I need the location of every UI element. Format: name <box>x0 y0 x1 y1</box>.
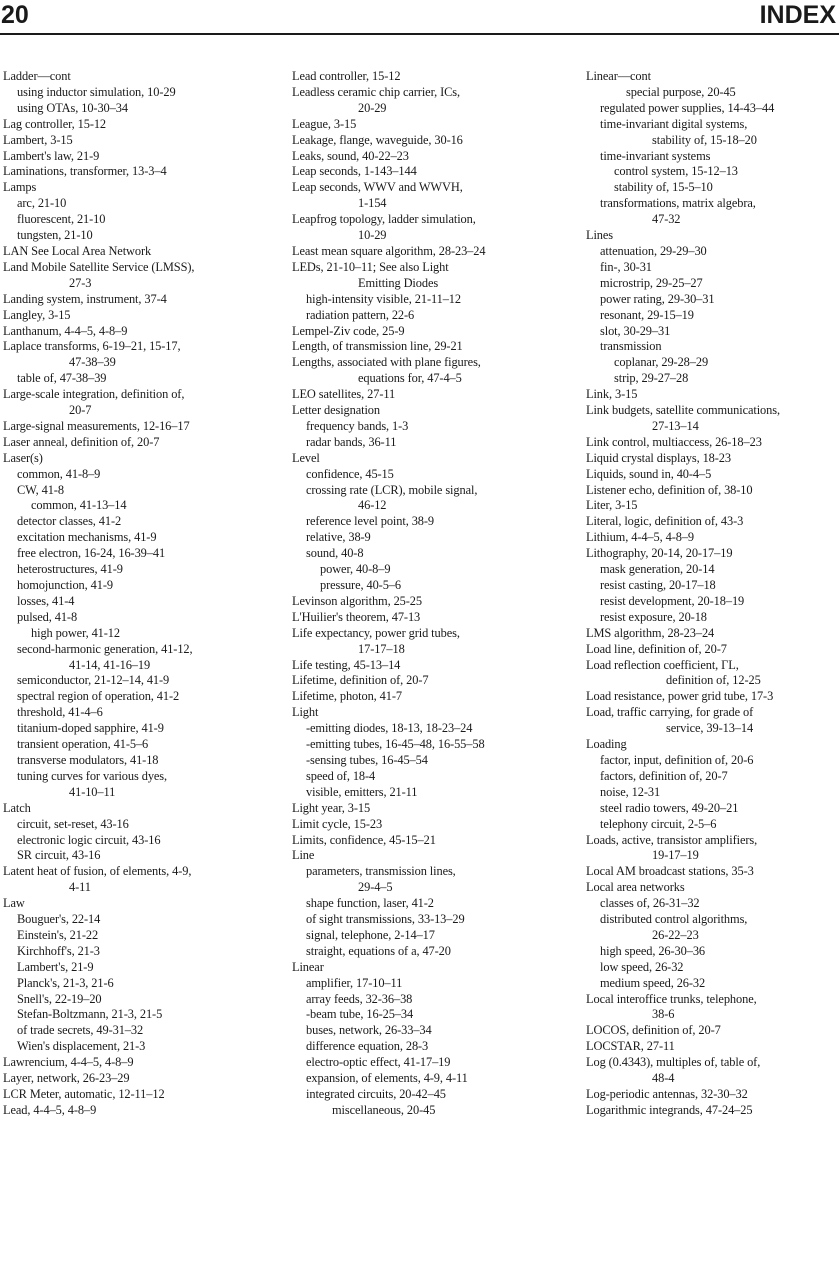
index-entry: Load resistance, power grid tube, 17-3 <box>586 689 774 704</box>
index-entry: Lambert, 3-15 <box>3 132 73 147</box>
index-entry: Large-scale integration, definition of, <box>3 387 185 402</box>
index-entry: arc, 21-10 <box>17 196 67 211</box>
index-entry: telephony circuit, 2-5–6 <box>600 816 717 831</box>
index-entry: resist casting, 20-17–18 <box>600 578 716 592</box>
index-entry: Lanthanum, 4-4–5, 4-8–9 <box>3 323 128 338</box>
index-entry: difference equation, 28-3 <box>306 1039 429 1054</box>
index-column-2 <box>292 69 557 1119</box>
index-entry: distributed control algorithms, <box>600 912 748 927</box>
index-entry: transient operation, 41-5–6 <box>17 737 149 752</box>
index-entry: Emitting Diodes <box>358 275 439 290</box>
index-entry: Logarithmic integrands, 47-24–25 <box>586 1102 753 1117</box>
index-entry: Levinson algorithm, 25-25 <box>292 593 422 608</box>
page-number: 20 <box>1 1 29 29</box>
index-entry: regulated power supplies, 14-43–44 <box>600 100 775 115</box>
index-entry: transmission <box>600 339 662 354</box>
index-entry: Life testing, 45-13–14 <box>292 657 401 672</box>
index-entry: Laminations, transformer, 13-3–4 <box>3 164 167 179</box>
index-entry: straight, equations of a, 47-20 <box>306 943 451 958</box>
index-entry: 19-17–19 <box>652 848 699 863</box>
index-entry: 1-154 <box>358 196 387 211</box>
index-entry: Loads, active, transistor amplifiers, <box>586 832 758 847</box>
index-entry: Local area networks <box>586 880 685 895</box>
index-entry: 41-14, 41-16–19 <box>69 657 151 672</box>
index-entry: Load, traffic carrying, for grade of <box>586 705 754 720</box>
index-entry: Lag controller, 15-12 <box>3 116 107 131</box>
index-entry: crossing rate (LCR), mobile signal, <box>306 482 478 497</box>
index-entry: fluorescent, 21-10 <box>17 212 106 227</box>
index-entry: 27-3 <box>69 275 92 290</box>
index-entry: table of, 47-38–39 <box>17 371 107 386</box>
index-entry: Lines <box>586 228 614 243</box>
index-column-3 <box>586 69 838 1119</box>
index-entry: Lengths, associated with plane figures, <box>292 355 481 370</box>
index-entry: time-invariant digital systems, <box>600 116 748 131</box>
index-entry: Lithography, 20-14, 20-17–19 <box>586 546 733 561</box>
index-entry: LEO satellites, 27-11 <box>292 387 396 402</box>
index-entry: -emitting tubes, 16-45–48, 16-55–58 <box>306 737 485 752</box>
index-entry: Einstein's, 21-22 <box>17 927 99 942</box>
index-entry: Leapfrog topology, ladder simulation, <box>292 212 476 227</box>
index-entry: CW, 41-8 <box>17 482 64 497</box>
index-entry: Loading <box>586 737 627 752</box>
index-entry: 47-32 <box>652 212 681 227</box>
index-entry: Leap seconds, WWV and WWVH, <box>292 180 463 195</box>
index-entry: Large-signal measurements, 12-16–17 <box>3 418 190 433</box>
index-entry: stability of, 15-18–20 <box>652 132 757 147</box>
index-entry: spectral region of operation, 41-2 <box>17 689 180 704</box>
index-entry: amplifier, 17-10–11 <box>306 975 403 990</box>
page-header <box>0 0 839 34</box>
index-entry: Lambert's law, 21-9 <box>3 148 100 163</box>
index-entry: factor, input, definition of, 20-6 <box>600 752 754 767</box>
index-entry: control system, 15-12–13 <box>614 164 738 179</box>
index-entry: stability of, 15-5–10 <box>614 180 713 195</box>
index-entry: Local interoffice trunks, telephone, <box>586 991 757 1006</box>
index-entry: -sensing tubes, 16-45–54 <box>306 752 428 767</box>
index-entry: using OTAs, 10-30–34 <box>17 100 128 115</box>
index-entry: tuning curves for various dyes, <box>17 768 168 783</box>
index-entry: buses, network, 26-33–34 <box>306 1023 432 1038</box>
index-entry: attenuation, 29-29–30 <box>600 243 707 258</box>
index-entry: 29-4–5 <box>358 880 393 895</box>
index-entry: LEDs, 21-10–11; See also Light <box>292 259 449 274</box>
index-entry: common, 41-13–14 <box>31 498 127 513</box>
index-entry: mask generation, 20-14 <box>600 562 715 577</box>
index-entry: reference level point, 38-9 <box>306 514 435 529</box>
index-entry: factors, definition of, 20-7 <box>600 768 728 783</box>
running-head: INDEX <box>759 1 836 29</box>
index-entry: LOCOS, definition of, 20-7 <box>586 1023 721 1038</box>
index-entry: array feeds, 32-36–38 <box>306 991 413 1006</box>
index-entry: LCR Meter, automatic, 12-11–12 <box>3 1087 165 1101</box>
index-entry: Link, 3-15 <box>586 387 638 402</box>
index-entry: circuit, set-reset, 43-16 <box>17 816 129 831</box>
index-entry: Stefan-Boltzmann, 21-3, 21-5 <box>17 1007 163 1022</box>
index-entry: 10-29 <box>358 228 387 243</box>
index-entry: 27-13–14 <box>652 418 699 433</box>
index-entry: Lithium, 4-4–5, 4-8–9 <box>586 530 695 545</box>
index-entry: 41-10–11 <box>69 784 116 799</box>
index-entry: Leap seconds, 1-143–144 <box>292 164 417 179</box>
index-entry: heterostructures, 41-9 <box>17 562 123 577</box>
index-entry: frequency bands, 1-3 <box>306 418 409 433</box>
index-entry: SR circuit, 43-16 <box>17 848 101 863</box>
index-entry: pressure, 40-5–6 <box>320 578 401 592</box>
index-entry: Ladder—cont <box>3 69 71 83</box>
index-entry: signal, telephone, 2-14–17 <box>306 927 435 942</box>
index-entry: Link control, multiaccess, 26-18–23 <box>586 434 762 449</box>
index-entry: 46-12 <box>358 498 387 513</box>
index-entry: Leakage, flange, waveguide, 30-16 <box>292 132 463 147</box>
index-entry: Link budgets, satellite communications, <box>586 403 780 418</box>
index-entry: Layer, network, 26-23–29 <box>3 1071 130 1086</box>
index-entry: confidence, 45-15 <box>306 466 394 481</box>
index-entry: low speed, 26-32 <box>600 959 684 974</box>
index-entry: microstrip, 29-25–27 <box>600 275 703 290</box>
index-entry: Length, of transmission line, 29-21 <box>292 339 463 354</box>
index-entry: transverse modulators, 41-18 <box>17 752 159 767</box>
index-entry: strip, 29-27–28 <box>614 371 689 386</box>
index-entry: Letter designation <box>292 403 381 418</box>
index-entry: common, 41-8–9 <box>17 466 101 481</box>
index-entry: Liquid crystal displays, 18-23 <box>586 450 731 465</box>
index-entry: classes of, 26-31–32 <box>600 896 700 911</box>
index-entry: semiconductor, 21-12–14, 41-9 <box>17 673 170 688</box>
index-entry: Law <box>3 896 25 911</box>
index-entry: Least mean square algorithm, 28-23–24 <box>292 243 486 258</box>
index-entry: power rating, 29-30–31 <box>600 291 715 306</box>
index-entry: free electron, 16-24, 16-39–41 <box>17 546 166 561</box>
index-entry: threshold, 41-4–6 <box>17 705 103 720</box>
index-entry: Laser anneal, definition of, 20-7 <box>3 434 160 449</box>
index-entry: Lawrencium, 4-4–5, 4-8–9 <box>3 1055 134 1070</box>
index-entry: Log-periodic antennas, 32-30–32 <box>586 1087 748 1101</box>
index-entry: L'Huilier's theorem, 47-13 <box>292 609 421 624</box>
index-entry: Linear <box>292 959 324 974</box>
index-entry: resonant, 29-15–19 <box>600 307 694 322</box>
index-entry: service, 39-13–14 <box>666 721 754 736</box>
header-rule <box>0 33 839 35</box>
index-entry: radar bands, 36-11 <box>306 434 397 449</box>
index-entry: League, 3-15 <box>292 116 357 131</box>
index-entry: Latch <box>3 800 31 815</box>
index-entry: Laser(s) <box>3 450 43 465</box>
index-entry: miscellaneous, 20-45 <box>332 1102 436 1117</box>
index-entry: Wien's displacement, 21-3 <box>17 1039 146 1054</box>
index-entry: Listener echo, definition of, 38-10 <box>586 482 753 497</box>
index-entry: medium speed, 26-32 <box>600 975 706 990</box>
index-entry: -beam tube, 16-25–34 <box>306 1007 414 1022</box>
index-entry: Load reflection coefficient, ΓL, <box>586 657 739 672</box>
index-entry: Limit cycle, 15-23 <box>292 816 383 831</box>
index-entry: homojunction, 41-9 <box>17 578 113 592</box>
index-entry: definition of, 12-25 <box>666 673 761 688</box>
index-entry: -emitting diodes, 18-13, 18-23–24 <box>306 721 473 736</box>
index-entry: Landing system, instrument, 37-4 <box>3 291 167 306</box>
index-entry: Land Mobile Satellite Service (LMSS), <box>3 259 195 274</box>
index-entry: Level <box>292 450 320 465</box>
index-entry: Load line, definition of, 20-7 <box>586 641 727 656</box>
index-entry: integrated circuits, 20-42–45 <box>306 1087 446 1101</box>
index-entry: time-invariant systems <box>600 148 711 163</box>
index-entry: Light year, 3-15 <box>292 800 371 815</box>
index-entry: Liquids, sound in, 40-4–5 <box>586 466 712 481</box>
index-entry: detector classes, 41-2 <box>17 514 122 529</box>
index-entry: Lambert's, 21-9 <box>17 959 94 974</box>
index-entry: Limits, confidence, 45-15–21 <box>292 832 436 847</box>
index-entry: Lempel-Ziv code, 25-9 <box>292 323 405 338</box>
index-entry: resist exposure, 20-18 <box>600 609 707 624</box>
index-entry: radiation pattern, 22-6 <box>306 307 415 322</box>
index-entry: 20-7 <box>69 403 92 418</box>
index-entry: speed of, 18-4 <box>306 768 376 783</box>
index-entry: high-intensity visible, 21-11–12 <box>306 291 461 306</box>
index-entry: noise, 12-31 <box>600 784 661 799</box>
index-entry: relative, 38-9 <box>306 530 371 545</box>
index-entry: Line <box>292 848 315 863</box>
index-entry: Lifetime, definition of, 20-7 <box>292 673 429 688</box>
index-entry: 38-6 <box>652 1007 675 1022</box>
index-entry: 48-4 <box>652 1071 675 1086</box>
index-entry: fin-, 30-31 <box>600 259 652 274</box>
index-entry: losses, 41-4 <box>17 593 75 608</box>
index-entry: steel radio towers, 49-20–21 <box>600 800 739 815</box>
index-entry: pulsed, 41-8 <box>17 609 78 624</box>
index-entry: Liter, 3-15 <box>586 498 638 513</box>
index-entry: power, 40-8–9 <box>320 562 391 577</box>
index-entry: expansion, of elements, 4-9, 4-11 <box>306 1071 468 1086</box>
index-entry: Lead, 4-4–5, 4-8–9 <box>3 1102 97 1117</box>
index-entry: Lead controller, 15-12 <box>292 69 401 83</box>
index-entry: Linear—cont <box>586 69 651 83</box>
index-entry: Literal, logic, definition of, 43-3 <box>586 514 744 529</box>
index-entry: Light <box>292 705 319 720</box>
index-entry: excitation mechanisms, 41-9 <box>17 530 157 545</box>
index-entry: electro-optic effect, 41-17–19 <box>306 1055 451 1070</box>
index-entry: Laplace transforms, 6-19–21, 15-17, <box>3 339 181 354</box>
index-entry: 4-11 <box>69 880 91 895</box>
index-entry: titanium-doped sapphire, 41-9 <box>17 721 164 736</box>
index-entry: Lamps <box>3 180 37 195</box>
index-entry: 26-22–23 <box>652 927 699 942</box>
index-entry: coplanar, 29-28–29 <box>614 355 709 370</box>
index-entry: Snell's, 22-19–20 <box>17 991 102 1006</box>
index-entry: visible, emitters, 21-11 <box>306 784 418 799</box>
index-entry: Lifetime, photon, 41-7 <box>292 689 402 704</box>
index-entry: LOCSTAR, 27-11 <box>586 1039 675 1054</box>
index-entry: Life expectancy, power grid tubes, <box>292 625 460 640</box>
index-entry: resist development, 20-18–19 <box>600 593 745 608</box>
index-entry: equations for, 47-4–5 <box>358 371 462 386</box>
index-entry: 47-38–39 <box>69 355 116 370</box>
index-entry: electronic logic circuit, 43-16 <box>17 832 161 847</box>
index-entry: using inductor simulation, 10-29 <box>17 84 176 99</box>
index-entry: Log (0.4343), multiples of, table of, <box>586 1055 761 1070</box>
index-entry: of trade secrets, 49-31–32 <box>17 1023 144 1038</box>
index-entry: high speed, 26-30–36 <box>600 943 706 958</box>
index-entry: tungsten, 21-10 <box>17 228 93 243</box>
index-entry: Leaks, sound, 40-22–23 <box>292 148 409 163</box>
index-entry: Bouguer's, 22-14 <box>17 912 101 927</box>
index-entry: Leadless ceramic chip carrier, ICs, <box>292 84 461 99</box>
index-entry: Kirchhoff's, 21-3 <box>17 943 100 958</box>
index-column-1 <box>3 69 268 1119</box>
index-entry: slot, 30-29–31 <box>600 323 671 338</box>
index-entry: Latent heat of fusion, of elements, 4-9, <box>3 864 192 879</box>
index-entry: 17-17–18 <box>358 641 405 656</box>
index-entry: second-harmonic generation, 41-12, <box>17 641 193 656</box>
index-entry: transformations, matrix algebra, <box>600 196 756 211</box>
index-entry: of sight transmissions, 33-13–29 <box>306 912 465 927</box>
index-entry: LAN See Local Area Network <box>3 243 152 258</box>
index-entry: 20-29 <box>358 100 387 115</box>
index-entry: Planck's, 21-3, 21-6 <box>17 975 114 990</box>
index-entry: Local AM broadcast stations, 35-3 <box>586 864 754 879</box>
index-entry: high power, 41-12 <box>31 625 120 640</box>
index-entry: Langley, 3-15 <box>3 307 71 322</box>
index-entry: special purpose, 20-45 <box>626 84 736 99</box>
index-entry: shape function, laser, 41-2 <box>306 896 434 911</box>
index-entry: sound, 40-8 <box>306 546 364 561</box>
index-entry: parameters, transmission lines, <box>306 864 456 879</box>
index-entry: LMS algorithm, 28-23–24 <box>586 625 715 640</box>
